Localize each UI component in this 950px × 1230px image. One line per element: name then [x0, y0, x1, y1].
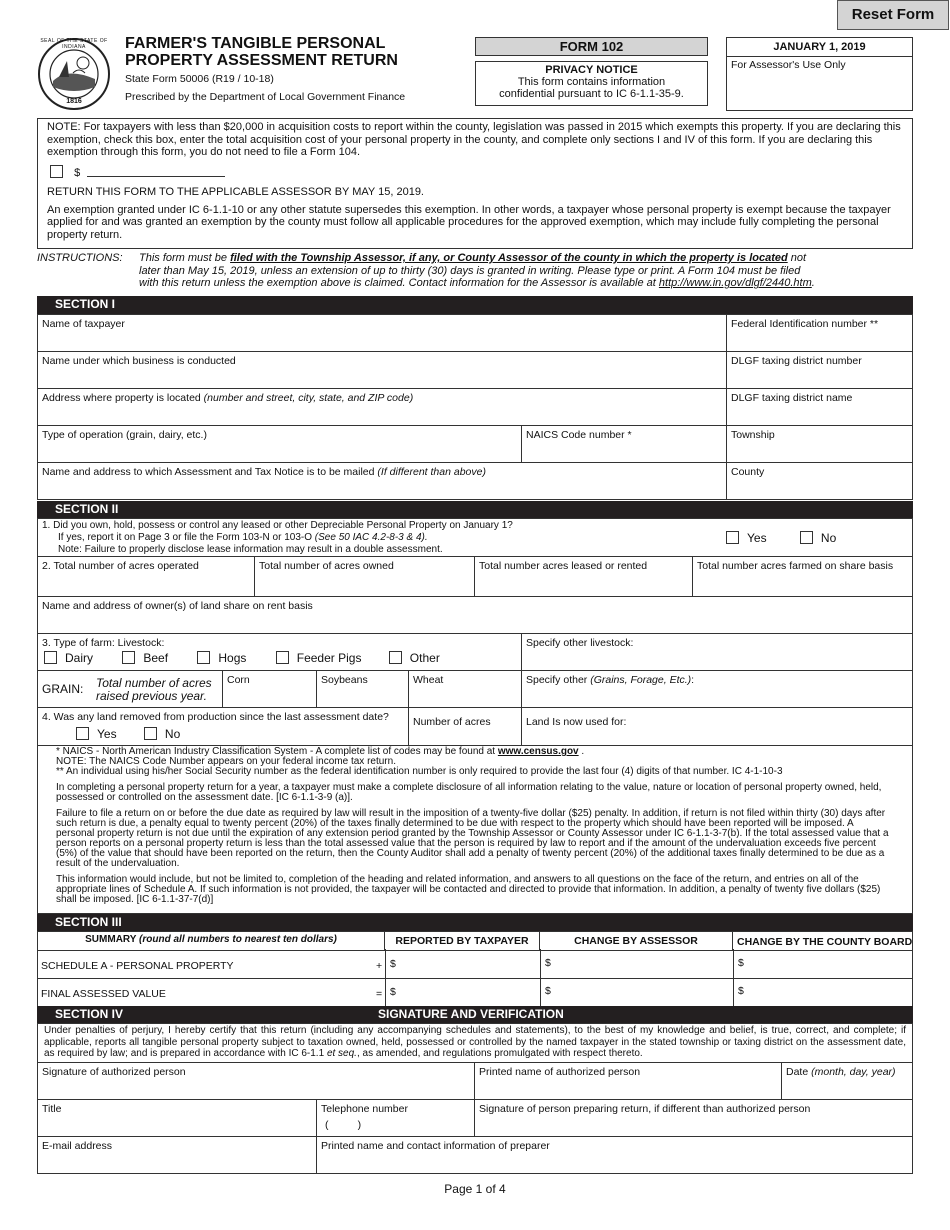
- naics-code-field[interactable]: NAICS Code number *: [521, 425, 727, 463]
- form-title-line1: FARMER'S TANGIBLE PERSONAL: [125, 35, 386, 52]
- assessment-date: JANUARY 1, 2019: [727, 38, 912, 57]
- exemption-amount-input[interactable]: [87, 166, 225, 177]
- section-2-header: SECTION II: [37, 501, 913, 519]
- authorized-signature-field[interactable]: Signature of authorized person: [37, 1062, 475, 1100]
- beef-label: Beef: [143, 651, 169, 666]
- preparer-signature-field[interactable]: Signature of person preparing return, if different than authorized person: [474, 1099, 913, 1137]
- seal-year: 1816: [66, 98, 82, 105]
- beef-checkbox[interactable]: [122, 651, 135, 664]
- grain-note: Total number of acres raised previous year.: [96, 676, 212, 704]
- removed-acres-field[interactable]: Number of acres: [408, 707, 522, 746]
- feeder-pigs-label: Feeder Pigs: [296, 651, 362, 666]
- farm-type-livestock: 3. Type of farm: Livestock: Dairy Beef Hogs Feeder Pigs Other: [37, 633, 522, 671]
- fein-field[interactable]: Federal Identification number **: [726, 314, 913, 352]
- business-name-field[interactable]: Name under which business is conducted: [37, 351, 727, 389]
- email-field[interactable]: E-mail address: [37, 1136, 317, 1174]
- land-owner-field[interactable]: Name and address of owner(s) of land share on rent basis: [37, 596, 913, 634]
- change-by-assessor-header: CHANGE BY ASSESSOR: [539, 931, 733, 951]
- reset-form-button[interactable]: Reset Form: [837, 0, 949, 30]
- schedule-a-row: [37, 950, 913, 979]
- indiana-state-seal: [37, 37, 111, 111]
- privacy-notice-box: [475, 61, 708, 106]
- signature-verification-title: SIGNATURE AND VERIFICATION: [378, 1007, 564, 1021]
- schedule-a-operator: +: [376, 960, 383, 972]
- grain-label: GRAIN:: [42, 682, 84, 696]
- exemption-checkbox[interactable]: [50, 165, 63, 178]
- section-1-header: SECTION I: [37, 296, 913, 314]
- summary-header: SUMMARY (round all numbers to nearest ten dollars): [37, 931, 385, 951]
- county-field[interactable]: County: [726, 462, 913, 500]
- land-removed-no-checkbox[interactable]: [144, 727, 157, 740]
- leased-yes-checkbox[interactable]: [726, 531, 739, 544]
- land-removed-yes-label: Yes: [97, 727, 117, 742]
- property-address-field[interactable]: Address where property is located (number and street, city, state, and ZIP code): [37, 388, 727, 426]
- exemption-statute-text: An exemption granted under IC 6-1.1-10 or any other statute supersedes this exemption. In other words, a taxpayer whose personal property is exempt because the taxpayer applied for and was granted an exemption by the county must follow all applicable procedures for the approved exemption, which may include fully completing the personal property return.: [47, 203, 891, 241]
- acres-share-field[interactable]: Total number acres farmed on share basis: [692, 556, 913, 597]
- schedule-a-label: SCHEDULE A - PERSONAL PROPERTY: [41, 960, 234, 972]
- dlgf-district-number-field[interactable]: DLGF taxing district number: [726, 351, 913, 389]
- final-value-row: [37, 978, 913, 1007]
- hogs-checkbox[interactable]: [197, 651, 210, 664]
- exemption-note-box: [37, 118, 913, 249]
- land-removed-question: 4. Was any land removed from production since the last assessment date? Yes No: [37, 707, 409, 746]
- privacy-line1: This form contains information: [517, 76, 666, 88]
- exemption-dollar: $: [74, 166, 81, 179]
- footnotes-box: * NAICS - North American Industry Classification System - A complete list of codes may be found at www.census.gov . NOTE: The NAICS Code Number appears on your federal income tax return. ** An individual using his/her Social Security number as the federal identification number is only required to provide the last four (4) digits of that number. IC 4-1-10-3 In completing a personal property return for a year, a taxpayer must make a complete disclosure of all information relating to the value, nature or location of personal property owned, held, possessed or controlled on the assessment date. [IC 6-1.1-3-9 (a)]. Failure to file a return on or before the due date as required by law will result in the imposition of a twenty-five dollar ($25) penalty. In addition, if return is not filed within thirty (30) days after such return is due, a penalty equal to twenty percent (20%) of the taxes finally determined to be due with respect to the property which should have been reported will be imposed. A personal property return is not due until the expiration of any extension period granted by the Township Assessor or County Assessor under IC 6-1.1-3-7(b). If the total assessed value that a person reports on a personal property return is less than the total assessed value that the person is required by law to report and if the amount of the undervaluation exceeds five percent (5%) of the value that should have been reported on the return, then the County Auditor shall add a penalty of twenty percent (20%) of the additional taxes finally determined to be due as a result of the undervaluation. This information would include, but not be limited to, completion of the heading and related information, and answers to all questions on the face of the return, and entries on all of the appropriate lines of Schedule A. If such information is not provided, the taxpayer will be contacted and directed to provide that information. In addition, a penalty of twenty five dollars ($25) shall be imposed. [IC 6-1.1-37-7(d)]: [37, 745, 913, 914]
- final-assessor-value[interactable]: $: [540, 977, 734, 1007]
- township-field[interactable]: Township: [726, 425, 913, 463]
- state-form-number: State Form 50006 (R19 / 10-18): [125, 73, 274, 85]
- section-3-header: SECTION III: [37, 914, 913, 932]
- other-livestock-checkbox[interactable]: [389, 651, 402, 664]
- instructions-label: INSTRUCTIONS:: [37, 252, 123, 264]
- instructions-text: This form must be filed with the Township Assessor, if any, or County Assessor of the county in which the property is located not later than May 15, 2019, unless an extension of up to thirty (30) days is granted in writing. Please type or print. A Form 104 must be filed with this return unless the exemption above is claimed. Contact information for the Assessor is available at http://www.in.gov/dlgf/2440.htm.: [139, 252, 815, 290]
- soybeans-acres-field[interactable]: Soybeans: [316, 670, 409, 708]
- land-now-used-field[interactable]: Land Is now used for:: [521, 707, 913, 746]
- printed-name-field[interactable]: Printed name of authorized person: [474, 1062, 782, 1100]
- dairy-label: Dairy: [65, 651, 94, 666]
- assessor-use-box: [726, 37, 913, 111]
- assessor-use-label: For Assessor's Use Only: [731, 59, 846, 71]
- title-field[interactable]: Title: [37, 1099, 317, 1137]
- final-value-operator: =: [376, 988, 383, 1000]
- corn-acres-field[interactable]: Corn: [222, 670, 317, 708]
- grain-label-cell: [37, 670, 223, 708]
- schedule-a-taxpayer-value[interactable]: $: [385, 949, 541, 979]
- feeder-pigs-checkbox[interactable]: [276, 651, 289, 664]
- return-by-line: RETURN THIS FORM TO THE APPLICABLE ASSESSOR BY MAY 15, 2019.: [47, 185, 424, 198]
- leased-no-checkbox[interactable]: [800, 531, 813, 544]
- acres-leased-field[interactable]: Total number acres leased or rented: [474, 556, 693, 597]
- prescribed-by: Prescribed by the Department of Local Government Finance: [125, 91, 406, 103]
- land-removed-no-label: No: [164, 727, 181, 742]
- dairy-checkbox[interactable]: [44, 651, 57, 664]
- specify-livestock-field[interactable]: Specify other livestock:: [521, 633, 913, 671]
- reported-by-taxpayer-header: REPORTED BY TAXPAYER: [384, 931, 540, 951]
- leased-yes-label: Yes: [747, 531, 767, 545]
- operation-type-field[interactable]: Type of operation (grain, dairy, etc.): [37, 425, 522, 463]
- form-number-box: FORM 102: [475, 37, 708, 56]
- taxpayer-name-field[interactable]: Name of taxpayer: [37, 314, 727, 352]
- dlgf-district-name-field[interactable]: DLGF taxing district name: [726, 388, 913, 426]
- form-title-line2: PROPERTY ASSESSMENT RETURN: [125, 52, 398, 69]
- privacy-title: PRIVACY NOTICE: [545, 64, 638, 76]
- schedule-a-assessor-value[interactable]: $: [540, 949, 734, 979]
- privacy-line2: confidential pursuant to IC 6-1.1-35-9.: [499, 88, 684, 100]
- schedule-a-board-value[interactable]: $: [733, 949, 913, 979]
- page-number: Page 1 of 4: [444, 1182, 506, 1196]
- land-removed-yes-checkbox[interactable]: [76, 727, 89, 740]
- acres-owned-field[interactable]: Total number of acres owned: [254, 556, 475, 597]
- hogs-label: Hogs: [218, 651, 247, 666]
- section-4-header: SECTION IV SIGNATURE AND VERIFICATION: [37, 1006, 913, 1024]
- exemption-note-text: NOTE: For taxpayers with less than $20,000 in acquisition costs to report within the county, legislation was passed in 2015 which exempts this property. If you are declaring this exemption, check this box, enter the total acquisition cost of your personal property in the county, and complete only sections I and IV of this form. If you are declaring this exemption through this form, you do not need to file a Form 104.: [47, 121, 901, 159]
- change-by-board-header: CHANGE BY THE COUNTY BOARD: [732, 931, 913, 951]
- other-livestock-label: Other: [409, 651, 440, 666]
- telephone-field[interactable]: Telephone number ( ): [316, 1099, 475, 1137]
- instructions-filing-emphasis: filed with the Township Assessor, if any, or County Assessor of the county in which the property is located: [230, 252, 788, 264]
- mailing-address-field[interactable]: Name and address to which Assessment and Tax Notice is to be mailed (If different than above): [37, 462, 727, 500]
- specify-other-grain-field[interactable]: Specify other (Grains, Forage, Etc.):: [521, 670, 913, 708]
- census-link[interactable]: www.census.gov: [497, 746, 579, 757]
- preparer-info-field[interactable]: Printed name and contact information of preparer: [316, 1136, 913, 1174]
- acres-operated-field[interactable]: 2. Total number of acres operated: [37, 556, 255, 597]
- final-value-label: FINAL ASSESSED VALUE: [41, 988, 166, 1000]
- leased-property-question: 1. Did you own, hold, possess or control any leased or other Depreciable Personal Property on January 1? If yes, report it on Page 3 or file the Form 103-N or 103-O (See 50 IAC 4.2-8-3 & 4). Note: Failure to properly disclose lease information may result in a double assessment. Yes No: [37, 518, 913, 557]
- final-taxpayer-value[interactable]: $: [385, 977, 541, 1007]
- dlgf-contact-link[interactable]: http://www.in.gov/dlgf/2440.htm: [658, 277, 812, 290]
- leased-no-label: No: [820, 531, 837, 545]
- seal-text: SEAL OF THE STATE OF INDIANA: [40, 38, 108, 50]
- wheat-acres-field[interactable]: Wheat: [408, 670, 522, 708]
- perjury-statement: Under penalties of perjury, I hereby certify that this return (including any accompanying schedules and statements), to the best of my knowledge and belief, is true, correct, and complete; if applicable, reports all tangible personal property subject to taxation owned, held, possessed or controlled by the named taxpayer in the stated township or taxing district on the assessment date, as required by law; and is prepared in accordance with IC 6-1.1 et seq., as amended, and regulations promulgated with respect thereto.: [37, 1023, 913, 1063]
- final-board-value[interactable]: $: [733, 977, 913, 1007]
- signature-date-field[interactable]: Date (month, day, year): [781, 1062, 913, 1100]
